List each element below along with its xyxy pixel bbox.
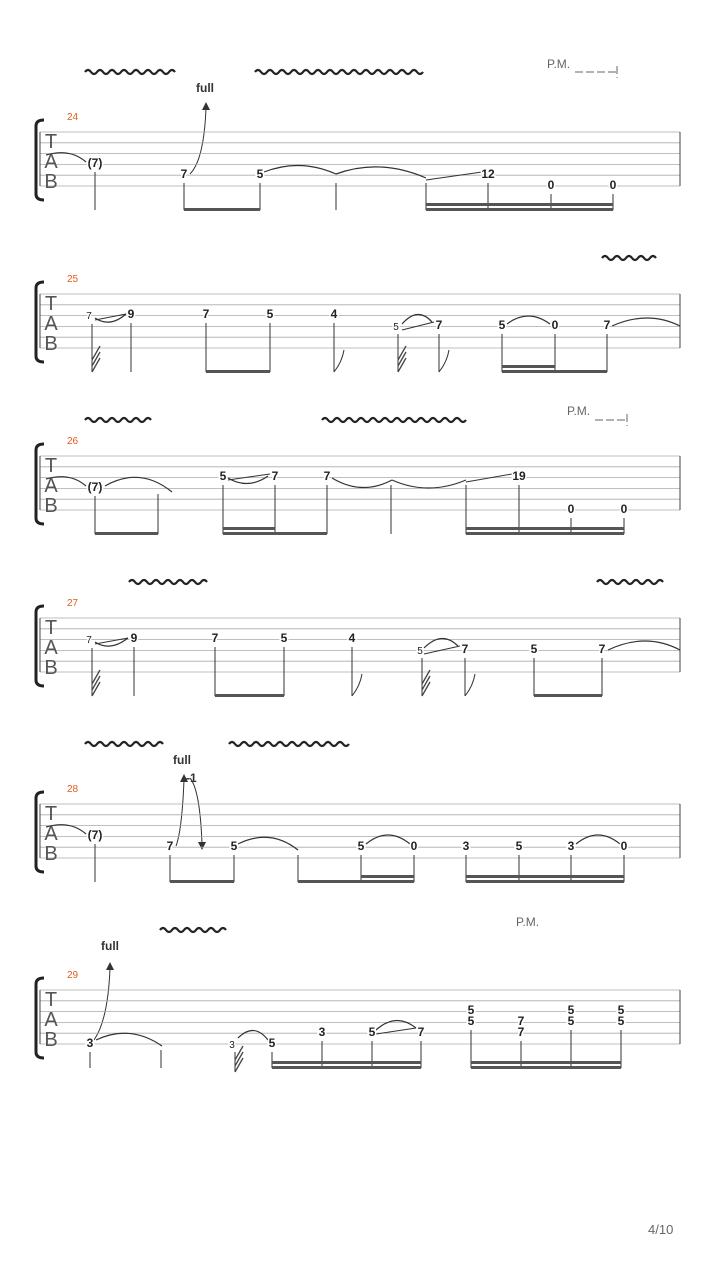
measure-number: 29 <box>67 970 79 981</box>
fret-number: 5 <box>498 318 506 332</box>
vibrato-mark <box>85 70 175 74</box>
tab-clef-letter: B <box>44 171 58 193</box>
fret-number: (7) <box>87 828 103 842</box>
tie <box>608 641 680 650</box>
tab-clef-letter: B <box>44 333 58 355</box>
tab-clef-letter: T <box>44 293 58 315</box>
palm-mute-label: P.M. <box>516 915 540 929</box>
tab-clef <box>44 131 58 193</box>
fret-number: 5 <box>467 1014 475 1028</box>
grace-fret-number: 3 <box>229 1040 235 1051</box>
tie <box>507 316 550 324</box>
fret-number: 4 <box>330 307 338 321</box>
fret-number: 5 <box>268 1036 276 1050</box>
fret-number: 5 <box>515 839 523 853</box>
staff <box>36 606 680 686</box>
bend-arrowhead <box>106 962 114 970</box>
vibrato-mark <box>597 580 663 584</box>
fret-number: 0 <box>620 839 628 853</box>
vibrato-mark <box>85 742 163 746</box>
measure-number: 27 <box>67 598 79 609</box>
fret-number: 5 <box>567 1014 575 1028</box>
fret-number: 7 <box>598 642 606 656</box>
staff <box>36 792 680 872</box>
tab-clef-letter: A <box>44 151 58 173</box>
bend-label: full <box>101 939 119 953</box>
system-26 <box>36 404 680 535</box>
beams <box>272 1061 621 1069</box>
fret-number: 5 <box>617 1014 625 1028</box>
measure-number: 26 <box>67 436 79 447</box>
palm-mute-label: P.M. <box>567 404 591 418</box>
fret-number: 3 <box>86 1036 94 1050</box>
palm-mute-extent <box>595 414 627 426</box>
bend-arrowhead <box>202 102 210 110</box>
tab-clef-letter: T <box>44 989 58 1011</box>
system-25 <box>36 256 680 373</box>
beams <box>206 365 607 373</box>
fret-number: 7 <box>517 1014 525 1028</box>
slide-line <box>426 172 482 180</box>
fret-number: 5 <box>266 307 274 321</box>
system-27 <box>36 580 680 697</box>
stems <box>92 323 607 372</box>
fret-number: (7) <box>87 480 103 494</box>
fret-number: 7 <box>202 307 210 321</box>
measure-number: 24 <box>67 112 79 123</box>
fret-number: 0 <box>551 318 559 332</box>
bend-arrow <box>94 968 110 1040</box>
release-arrow <box>190 778 202 844</box>
tie <box>612 318 680 326</box>
grace-flags <box>235 1046 243 1072</box>
tab-clef-letter: A <box>44 637 58 659</box>
system-24 <box>36 57 680 211</box>
vibrato-mark <box>129 580 207 584</box>
tab-clef-letter: B <box>44 1029 58 1051</box>
tab-clef-letter: T <box>44 803 58 825</box>
release-label: -1 <box>186 771 197 785</box>
fret-number: 0 <box>609 178 617 192</box>
fret-number: 7 <box>166 839 174 853</box>
tie <box>264 165 336 174</box>
tab-clef-letter: B <box>44 495 58 517</box>
fret-number: 0 <box>547 178 555 192</box>
tab-clef <box>44 803 58 865</box>
tab-clef-letter: A <box>44 823 58 845</box>
grace-fret-number: 7 <box>86 311 92 322</box>
staff <box>36 978 680 1058</box>
fret-number: 7 <box>603 318 611 332</box>
vibrato-mark <box>229 742 349 746</box>
tie <box>336 167 426 178</box>
fret-number: 5 <box>530 642 538 656</box>
grace-fret-number: 5 <box>417 646 423 657</box>
fret-number: 5 <box>617 1003 625 1017</box>
beams <box>184 203 613 211</box>
tab-clef <box>44 455 58 517</box>
fret-number: 3 <box>318 1025 326 1039</box>
fret-number: 7 <box>180 167 188 181</box>
palm-mute-extent <box>575 66 617 78</box>
tab-clef <box>44 617 58 679</box>
fret-number: 7 <box>417 1025 425 1039</box>
system-28 <box>36 742 680 883</box>
bend-label: full <box>173 753 191 767</box>
tab-clef-letter: T <box>44 455 58 477</box>
fret-number: 7 <box>435 318 443 332</box>
fret-number: 7 <box>517 1025 525 1039</box>
grace-fret-number: 5 <box>393 322 399 333</box>
system-29 <box>36 915 680 1072</box>
fret-number: 9 <box>127 307 135 321</box>
grace-fret-number: 7 <box>86 635 92 646</box>
beams <box>95 527 624 535</box>
fret-number: 0 <box>410 839 418 853</box>
tab-clef <box>44 293 58 355</box>
fret-number: 5 <box>219 469 227 483</box>
fret-number: 5 <box>357 839 365 853</box>
vibrato-mark <box>322 418 466 422</box>
tie <box>238 1030 268 1040</box>
fret-number: 9 <box>130 631 138 645</box>
fret-number: 7 <box>323 469 331 483</box>
fret-number: 4 <box>348 631 356 645</box>
grace-flags <box>92 346 406 372</box>
grace-flags <box>92 670 430 696</box>
tie <box>238 837 298 850</box>
tie <box>332 478 392 488</box>
beams <box>170 875 624 883</box>
tab-clef-letter: A <box>44 1009 58 1031</box>
fret-number: 5 <box>256 167 264 181</box>
fret-number: 0 <box>620 502 628 516</box>
page-number: 4/10 <box>648 1222 674 1237</box>
vibrato-mark <box>160 928 226 932</box>
fret-number: 5 <box>280 631 288 645</box>
fret-number: 19 <box>512 469 526 483</box>
vibrato-mark <box>85 418 151 422</box>
fret-number: 5 <box>230 839 238 853</box>
fret-number: 3 <box>462 839 470 853</box>
measure-number: 28 <box>67 784 79 795</box>
tab-clef-letter: T <box>44 131 58 153</box>
stems <box>90 1030 621 1072</box>
tab-clef-letter: B <box>44 843 58 865</box>
fret-number: 7 <box>271 469 279 483</box>
staff <box>36 444 680 524</box>
fret-number: (7) <box>87 156 103 170</box>
beams <box>215 694 602 697</box>
tie <box>105 477 172 492</box>
tab-clef-letter: B <box>44 657 58 679</box>
bend-label: full <box>196 81 214 95</box>
stems <box>95 485 624 534</box>
fret-number: 7 <box>461 642 469 656</box>
palm-mute-label: P.M. <box>547 57 571 71</box>
staff <box>36 282 680 362</box>
tab-clef-letter: T <box>44 617 58 639</box>
fret-number: 3 <box>567 839 575 853</box>
fret-number: 12 <box>481 167 495 181</box>
fret-number: 7 <box>211 631 219 645</box>
fret-number: 5 <box>467 1003 475 1017</box>
tie <box>392 480 466 488</box>
tab-clef-letter: A <box>44 475 58 497</box>
staff <box>36 120 680 200</box>
fret-number: 5 <box>567 1003 575 1017</box>
release-arrowhead <box>198 842 206 850</box>
tab-clef <box>44 989 58 1051</box>
fret-number: 0 <box>567 502 575 516</box>
vibrato-mark <box>255 70 423 74</box>
stems <box>92 647 602 696</box>
measure-number: 25 <box>67 274 79 285</box>
tab-clef-letter: A <box>44 313 58 335</box>
vibrato-mark <box>602 256 656 260</box>
fret-number: 5 <box>368 1025 376 1039</box>
